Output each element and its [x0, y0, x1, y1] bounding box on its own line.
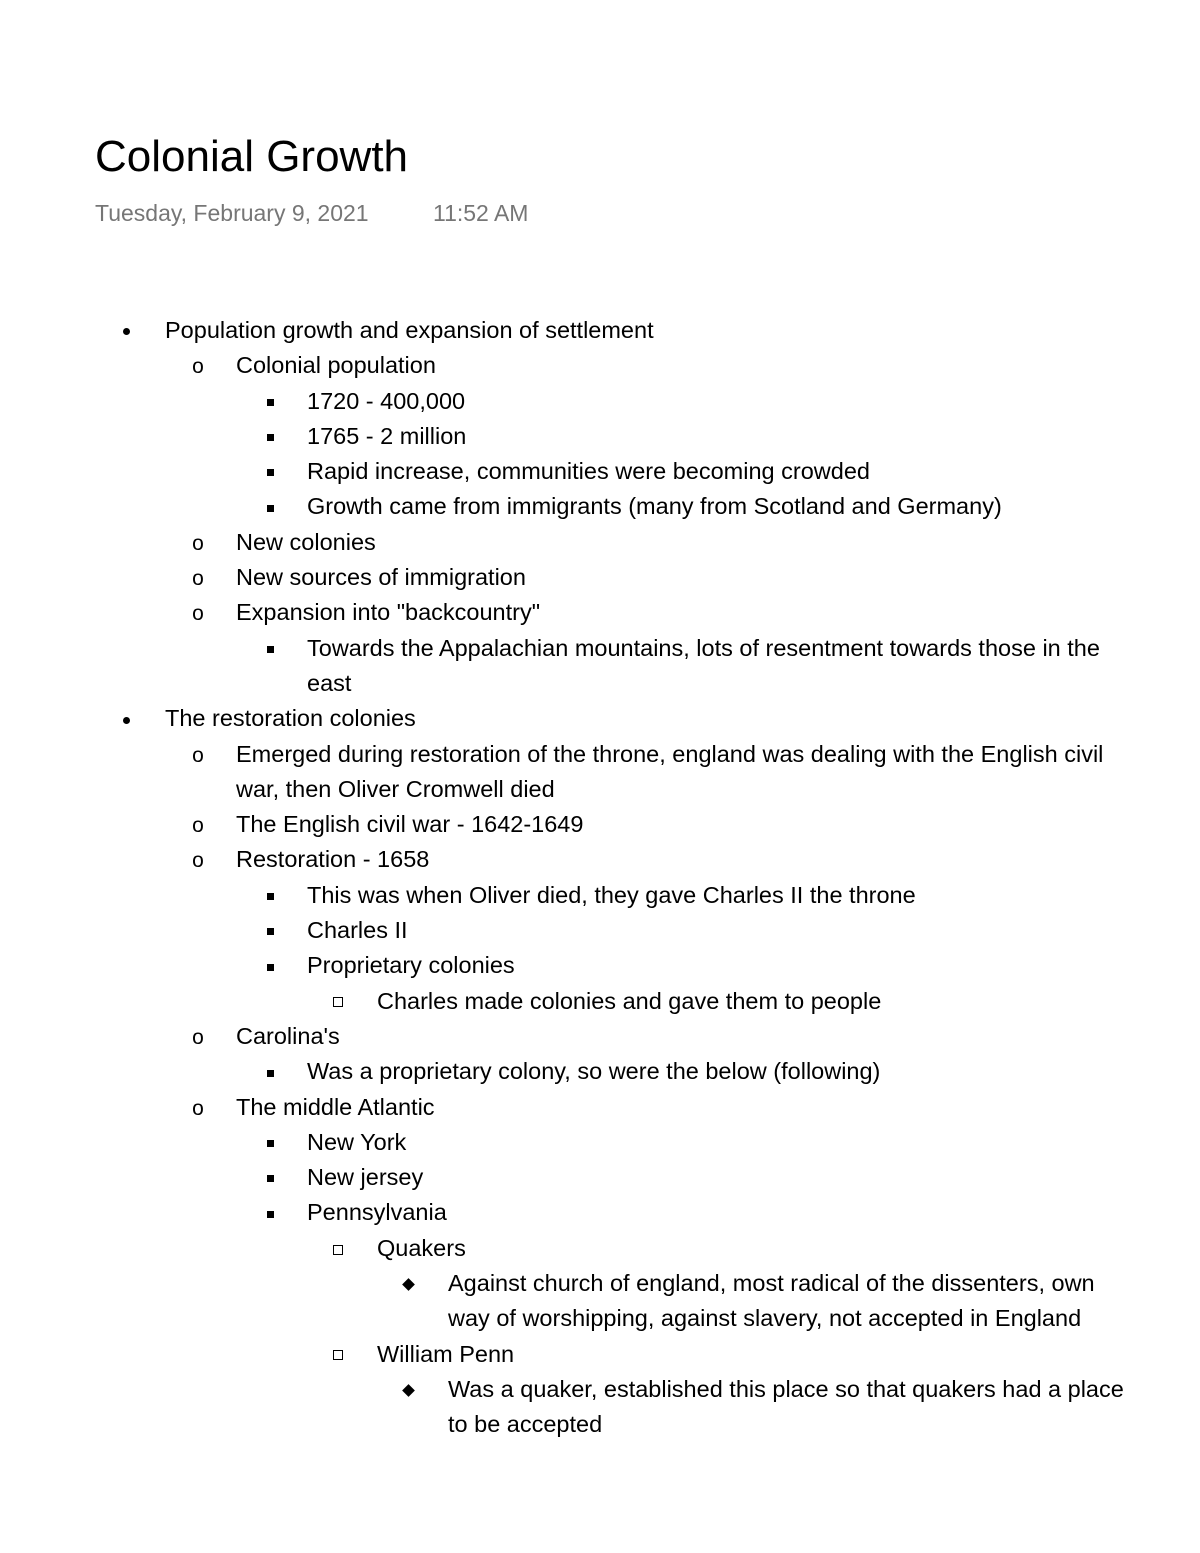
note-time: 11:52 AM	[433, 200, 529, 226]
dot-icon	[116, 313, 136, 348]
outline-item	[0, 948, 1200, 983]
outline-item-text: Restoration - 1658	[236, 846, 430, 873]
outline-item	[0, 1125, 1200, 1160]
square-icon	[260, 1054, 280, 1089]
outline-item	[0, 842, 1200, 877]
outline-item-text: Growth came from immigrants (many from Scotland and Germany)	[307, 493, 1002, 520]
outline-item-text: war, then Oliver Cromwell died	[236, 775, 555, 802]
outline-item-text: 1765 - 2 million	[307, 422, 467, 449]
outline-item	[0, 913, 1200, 948]
circle-o-icon: o	[192, 849, 204, 873]
outline-item	[0, 1266, 1200, 1301]
square-icon	[260, 913, 280, 948]
page-title: Colonial Growth	[95, 132, 409, 181]
outline-item	[0, 772, 1200, 807]
square-icon	[260, 419, 280, 454]
outline-item-text: Against church of england, most radical of the dissenters, own	[448, 1270, 1095, 1297]
outline-item-text: New York	[307, 1128, 407, 1155]
outline-item	[0, 348, 1200, 383]
outline-item-text: Pennsylvania	[307, 1199, 447, 1226]
outline-item	[0, 984, 1200, 1019]
outline-item-text: Emerged during restoration of the throne, england was dealing with the English civil	[236, 740, 1104, 767]
outline-item	[0, 1054, 1200, 1089]
outline-item-text: The middle Atlantic	[236, 1093, 435, 1120]
outline-item	[0, 1019, 1200, 1054]
outline-item-text: New sources of immigration	[236, 564, 526, 591]
outline-item-text: 1720 - 400,000	[307, 387, 466, 414]
outline-item-text: Towards the Appalachian mountains, lots of resentment towards those in the	[307, 634, 1100, 661]
outline-item	[0, 1372, 1200, 1407]
outline-item-text: New colonies	[236, 528, 376, 555]
outline-item	[0, 807, 1200, 842]
diamond-icon	[398, 1372, 418, 1407]
outline-item-text: Rapid increase, communities were becoming crowded	[307, 458, 870, 485]
dot-icon	[116, 701, 136, 736]
outline-item	[0, 1195, 1200, 1230]
square-icon	[260, 1125, 280, 1160]
outline-item-text: Charles made colonies and gave them to people	[377, 987, 882, 1014]
outline-item-text: Charles II	[307, 917, 408, 944]
outline-item-text: Quakers	[377, 1234, 466, 1261]
square-icon	[260, 454, 280, 489]
outline-item	[0, 878, 1200, 913]
square-icon	[260, 384, 280, 419]
outline-item-text: east	[307, 669, 352, 696]
outline-item	[0, 1160, 1200, 1195]
outline-item-text: Proprietary colonies	[307, 952, 515, 979]
square-icon	[260, 631, 280, 666]
outline-item	[0, 666, 1200, 701]
outline-item-text: Expansion into "backcountry"	[236, 599, 541, 626]
open-square-icon	[328, 984, 348, 1019]
outline-item-text: Colonial population	[236, 352, 436, 379]
square-icon	[260, 1160, 280, 1195]
outline-item	[0, 313, 1200, 348]
outline-item-text: William Penn	[377, 1340, 515, 1367]
open-square-icon	[328, 1231, 348, 1266]
square-icon	[260, 948, 280, 983]
outline-item-text: Was a proprietary colony, so were the below (following)	[307, 1058, 881, 1085]
circle-o-icon: o	[192, 567, 204, 591]
outline-item	[0, 595, 1200, 630]
circle-o-icon: o	[192, 355, 204, 379]
circle-o-icon: o	[192, 814, 204, 838]
outline-item	[0, 419, 1200, 454]
outline-item	[0, 737, 1200, 772]
circle-o-icon: o	[192, 1096, 204, 1120]
outline-item	[0, 384, 1200, 419]
diamond-icon	[398, 1266, 418, 1301]
outline-item	[0, 701, 1200, 736]
outline-item	[0, 631, 1200, 666]
outline-item-text: This was when Oliver died, they gave Charles II the throne	[307, 881, 916, 908]
outline-item-text: way of worshipping, against slavery, not accepted in England	[448, 1305, 1082, 1332]
outline-item	[0, 1337, 1200, 1372]
outline-item-text: to be accepted	[448, 1411, 603, 1438]
outline-item	[0, 1090, 1200, 1125]
square-icon	[260, 489, 280, 524]
circle-o-icon: o	[192, 1025, 204, 1049]
outline-item	[0, 454, 1200, 489]
circle-o-icon: o	[192, 531, 204, 555]
outline-item	[0, 525, 1200, 560]
outline-item-text: Carolina's	[236, 1022, 340, 1049]
outline-item-text: Population growth and expansion of settlement	[165, 317, 654, 343]
square-icon	[260, 1195, 280, 1230]
open-square-icon	[328, 1337, 348, 1372]
outline-item	[0, 1301, 1200, 1336]
outline-item	[0, 1407, 1200, 1442]
outline-item	[0, 560, 1200, 595]
notes-outline	[0, 313, 1200, 1443]
outline-item-text: Was a quaker, established this place so that quakers had a place	[448, 1375, 1124, 1402]
outline-item	[0, 1231, 1200, 1266]
outline-item-text: The restoration colonies	[165, 705, 416, 732]
note-date: Tuesday, February 9, 2021	[95, 200, 369, 226]
outline-item-text: New jersey	[307, 1164, 424, 1191]
circle-o-icon: o	[192, 602, 204, 626]
outline-item-text: The English civil war - 1642-1649	[236, 811, 584, 838]
outline-item	[0, 489, 1200, 524]
square-icon	[260, 878, 280, 913]
circle-o-icon: o	[192, 743, 204, 767]
